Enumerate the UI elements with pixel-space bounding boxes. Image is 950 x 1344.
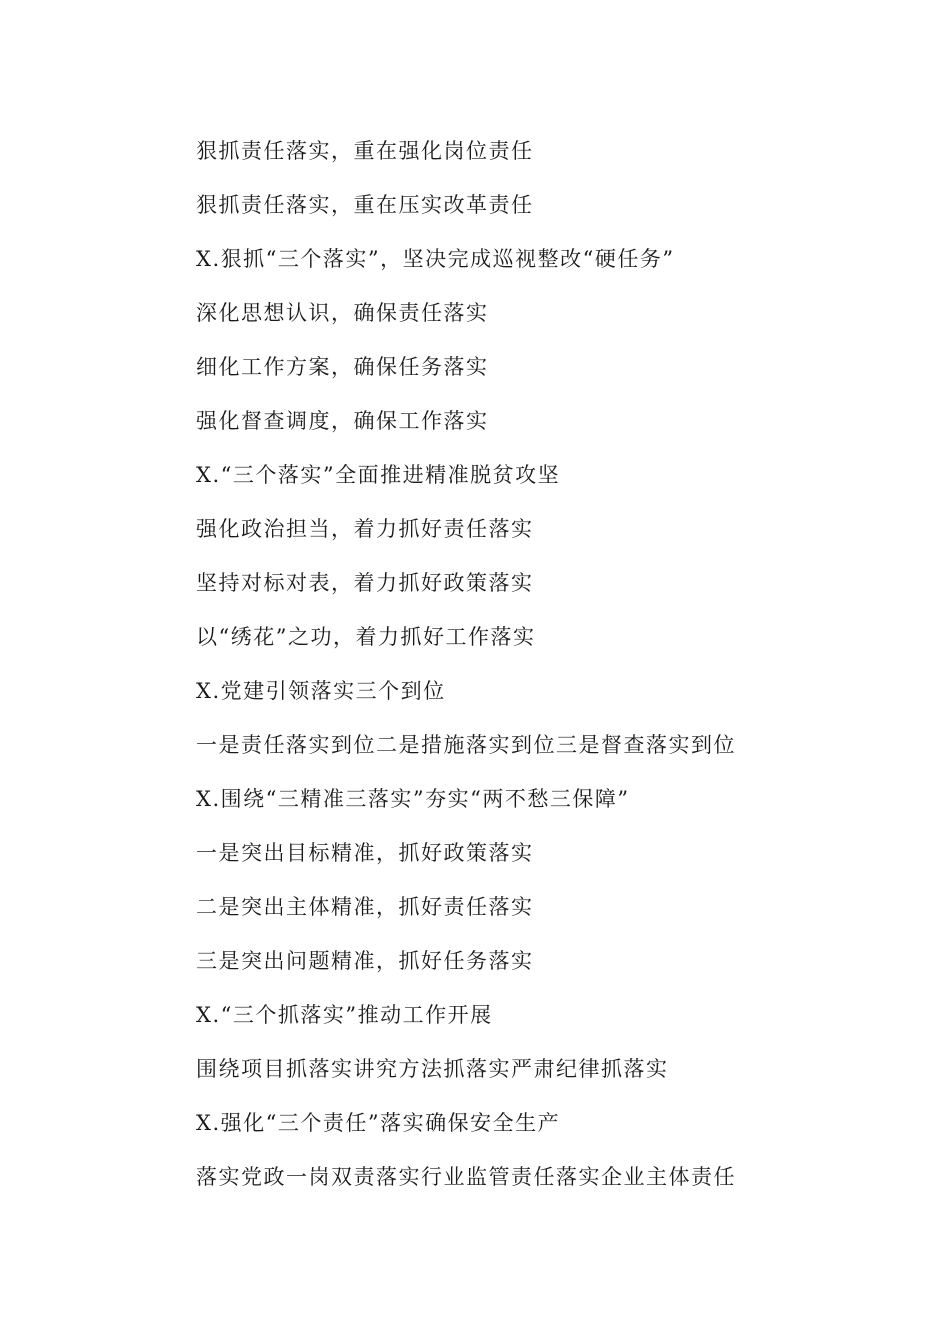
text-line: 一是责任落实到位二是措施落实到位三是督查落实到位 bbox=[196, 733, 736, 757]
section-heading: X.“三个抓落实”推动工作开展 bbox=[196, 1003, 493, 1027]
text-line: 一是突出目标精准，抓好政策落实 bbox=[196, 841, 534, 865]
text-line: 深化思想认识，确保责任落实 bbox=[196, 301, 489, 325]
document-body bbox=[196, 134, 896, 1214]
text-line: 二是突出主体精准，抓好责任落实 bbox=[196, 895, 534, 919]
text-line: 强化督查调度，确保工作落实 bbox=[196, 409, 489, 433]
section-heading: X.狠抓“三个落实”，坚决完成巡视整改“硬任务” bbox=[196, 247, 675, 271]
text-line: 围绕项目抓落实讲究方法抓落实严肃纪律抓落实 bbox=[196, 1057, 669, 1081]
text-line: 三是突出问题精准，抓好任务落实 bbox=[196, 949, 534, 973]
text-line: 以“绣花”之功，着力抓好工作落实 bbox=[196, 625, 536, 649]
text-line: 狠抓责任落实，重在强化岗位责任 bbox=[196, 139, 534, 163]
section-heading: X.围绕“三精准三落实”夯实“两不愁三保障” bbox=[196, 787, 630, 811]
text-line: 狠抓责任落实，重在压实改革责任 bbox=[196, 193, 534, 217]
text-line: 坚持对标对表，着力抓好政策落实 bbox=[196, 571, 534, 595]
text-line: 细化工作方案，确保任务落实 bbox=[196, 355, 489, 379]
section-heading: X.强化“三个责任”落实确保安全生产 bbox=[196, 1111, 561, 1135]
text-line: 落实党政一岗双责落实行业监管责任落实企业主体责任 bbox=[196, 1165, 736, 1189]
section-heading: X.党建引领落实三个到位 bbox=[196, 679, 446, 703]
section-heading: X.“三个落实”全面推进精准脱贫攻坚 bbox=[196, 463, 561, 487]
text-line: 强化政治担当，着力抓好责任落实 bbox=[196, 517, 534, 541]
